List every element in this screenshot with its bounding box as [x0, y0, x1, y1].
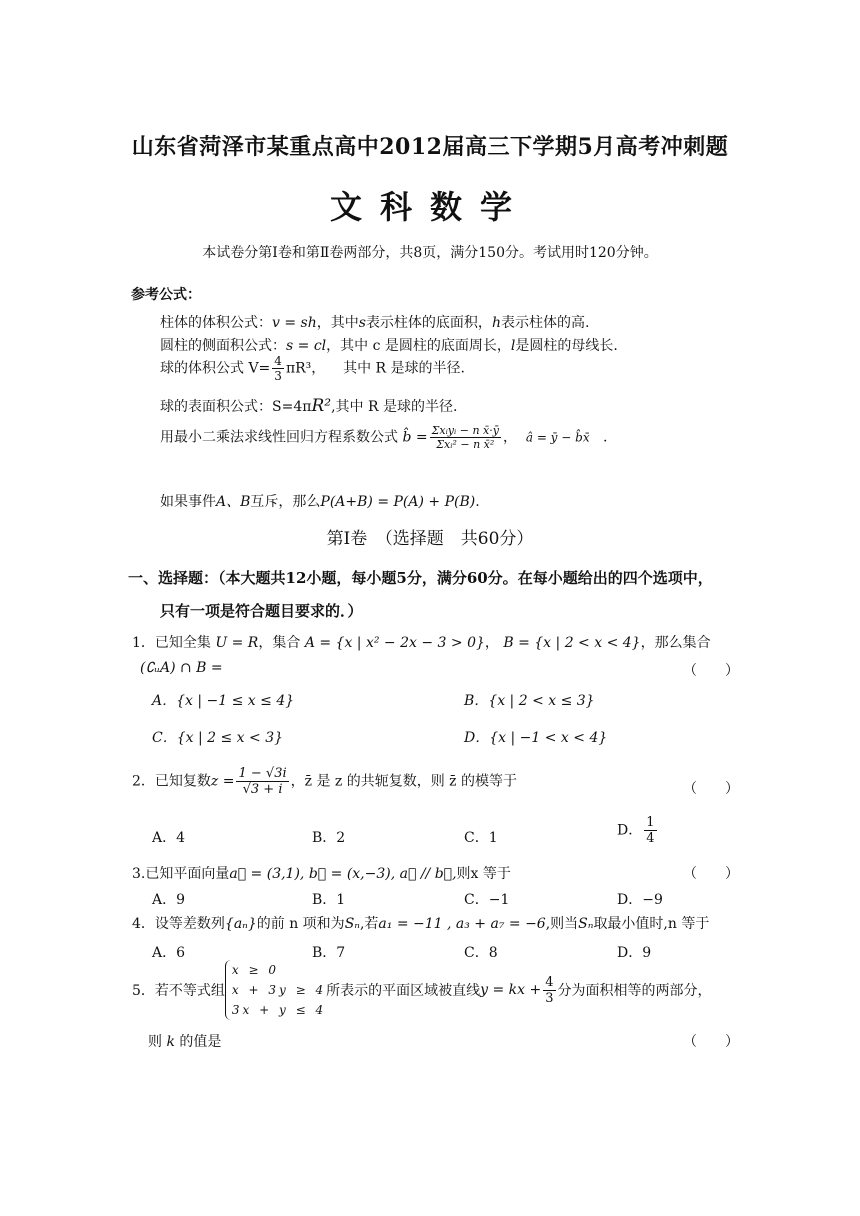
question-2-option-b: B．2 — [312, 830, 346, 846]
formula-sphere-area: 球的表面积公式：S=4πR²,其中 R 是球的半径. — [160, 396, 458, 416]
question-5-answer-blank: （ ） — [683, 1034, 739, 1050]
section-title: 第Ⅰ卷 （选择题 共60分） — [326, 529, 534, 549]
formula-cylinder-lateral: 圆柱的侧面积公式：s = cl，其中 c 是圆柱的底面周长，l是圆柱的母线长. — [160, 338, 618, 354]
subject-title: 文科数学 — [329, 188, 530, 226]
question-4-stem: 4．设等差数列{aₙ}的前 n 项和为Sₙ,若a₁ = −11 , a₃ + a₇ = −6,则当Sₙ取最小值时,n 等于 — [132, 916, 710, 932]
part-instructions-line2: 只有一项是符合题目要求的．） — [160, 602, 363, 620]
question-1-option-c: C．{x | 2 ≤ x < 3} — [152, 730, 284, 746]
question-3-stem: 3.已知平面向量a⃗ = (3,1), b⃗ = (x,−3), a⃗ // b⃗,则x 等于 — [132, 866, 511, 882]
question-4-option-c: C．8 — [464, 945, 498, 961]
exam-title: 山东省菏泽市某重点高中2012届高三下学期5月高考冲刺题 — [131, 134, 729, 160]
question-1-expression: (∁ᵤA) ∩ B = — [140, 660, 223, 676]
inequality-system: x ≥ 0 x + 3y ≥ 4 3x + y ≤ 4 — [225, 960, 326, 1020]
question-3-option-c: C．−1 — [464, 892, 510, 908]
question-2-option-a: A．4 — [152, 830, 186, 846]
question-3-answer-blank: （ ） — [683, 866, 739, 882]
question-5-stem-line2: 则 k 的值是 — [148, 1034, 222, 1050]
question-4-option-d: D．9 — [617, 945, 652, 961]
question-1-option-d: D．{x | −1 < x < 4} — [464, 730, 608, 746]
question-3-option-a: A．9 — [152, 892, 186, 908]
formula-exclusive-events: 如果事件A、B互斥，那么P(A+B) = P(A) + P(B). — [160, 494, 480, 510]
question-2-option-d: D． $\frac{1}{4}$ — [617, 815, 655, 846]
question-2-option-c: C．1 — [464, 830, 498, 846]
question-1-option-b: B．{x | 2 < x ≤ 3} — [464, 693, 595, 709]
formula-heading: 参考公式： — [131, 287, 201, 303]
formula-sphere-volume: 球的体积公式 V= $\frac{4}{3}$ πR³， 其中 R 是球的半径. — [160, 354, 466, 383]
part-instructions-line1: 一、选择题：（本大题共12小题，每小题5分，满分60分。在每小题给出的四个选项中， — [128, 569, 713, 587]
question-5-stem: 5．若不等式组 x ≥ 0 x + 3y ≥ 4 3x + y ≤ 4 所表示的平面区域被直线y = kx + $\frac{4}{3}$ 分为面积相等的两部分， — [132, 960, 712, 1020]
question-1-option-a: A．{x | −1 ≤ x ≤ 4} — [152, 693, 295, 709]
exam-intro: 本试卷分第Ⅰ卷和第Ⅱ卷两部分，共8页，满分150分。考试用时120分钟。 — [202, 245, 658, 261]
question-3-option-d: D．−9 — [617, 892, 663, 908]
question-2-stem: 2．已知复数z = $\frac{1 - √3i}{√3 + i}$ ，z̄ 是 z 的共轭复数，则 z̄ 的模等于 — [132, 766, 518, 797]
question-1-stem: 1．已知全集 U = R，集合 A = {x | x² − 2x − 3 > 0}， B = {x | 2 < x < 4}，那么集合 — [132, 635, 711, 651]
question-3-option-b: B．1 — [312, 892, 346, 908]
question-4-option-b: B．7 — [312, 945, 346, 961]
question-1-answer-blank: （ ） — [683, 663, 739, 679]
question-4-option-a: A．6 — [152, 945, 186, 961]
formula-cylinder-volume: 柱体的体积公式：v = sh，其中s表示柱体的底面积，h表示柱体的高. — [160, 315, 590, 331]
formula-regression: 用最小二乘法求线性回归方程系数公式 b̂ = $\frac{\text{Σxᵢyᵢ − n x̄·ȳ}}{\text{Σxᵢ² − n x̄²}}$ ， â = ȳ − b̂x̄ . — [160, 424, 608, 451]
question-2-answer-blank: （ ） — [683, 781, 739, 797]
